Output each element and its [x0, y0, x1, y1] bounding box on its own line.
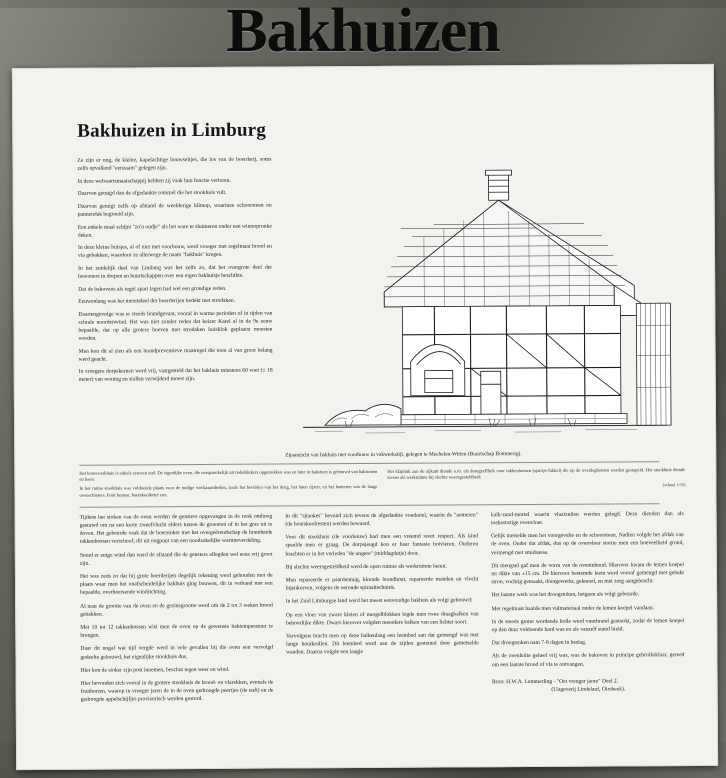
- paragraph: In de steeds groter wordende holle werd vuurbrand gestookt, zodat de lemen koepel op den duur voldoende hard was en als vanzelf stand hield.: [491, 617, 685, 634]
- source-line-2: (Uitgeverij Lindelauf, Oirsbeek).: [551, 686, 626, 693]
- paragraph: Daarvan getuigd dan de afgedankte rommel die het stookhuis vult.: [77, 190, 227, 198]
- paragraph: In het Zuid Limburgse land werd het meest eenvoudige bakhuis als volgt gebouwd:: [285, 597, 473, 605]
- paragraph: Het laatste werk was het droogstoken, hetgeen als volgt gebeurde.: [491, 591, 640, 599]
- source-line-1: Bron: H.W.A. Lemmerling - "Oet vreuger jaore" Deel 2.: [491, 678, 619, 686]
- bakhuis-cross-section-icon: [283, 155, 685, 447]
- body-column-3: [491, 510, 685, 707]
- divider: [80, 503, 660, 508]
- paragraph: Dit mengsel gaf men de vorm van de oveninhoud. Hierover kwam de lemen koepel ter dikte van ±15 cm. De hiervoor bestemde leem werd vooraf gemengd met gehakt stroo, vochtig gemaakt, doorgewerkt, gekneed, en met zorg aangebracht.: [491, 561, 684, 586]
- paragraph: Vervolgens bracht men op deze balkenlaag een leembed aan dat gemengd was met lange houtkrullen. Dit leembed werd aan de zijden gesteund door gemetselde wanden. Daarna volgde een laagje: [285, 632, 479, 656]
- paragraph: Daar dit nogal wat tijd vergde werd in vele gevallen bij die oven een vervolgd gedeelte gebouwd, het eigenlijke stookhuis dus.: [80, 645, 274, 661]
- paragraph: Het bouwwerkhuis is enkele eeuwen oud. De eigenlijke oven, die oorspronkelijk uit rodeklinkers opgetrokken was en later in baksteen is gebouwd van bakstenen en leem.: [79, 468, 378, 482]
- paragraph: Hier bevonden zich vooral in de grotere stookhuis de brood- en vlarekken, evenals de fruithorren, waarop in vroeger jaren de in de oven gedroogde peertjes (de euft) en de gedroogde appelschijfjes provisorisch werden gestord.: [80, 679, 274, 704]
- paragraph: In het ruime stookhuis was voldoende plaats voor de nodige werkzaamheden, zoals het bereiden van het deeg, het laten rijzen, en het hanteren van de lange ovenschieters. Fruit komen, houtskoolketel enz.: [79, 484, 378, 498]
- paragraph: In het zuidelijk deel van Limburg was het zelfs zo, dat het overgrote deel der bewoners in dorpen en buurtschappen over een eigen bakhuisje beschikte.: [78, 264, 273, 280]
- paragraph: Men repareerde er paardentuig, klootde brandhout, repareerde manden en vlocht bijenkorven, volgens de oeroude spiraaltechniek.: [285, 576, 479, 592]
- paragraph: Al naar de grootte van de oven en de gezinsgrootte werd om de 2 tot 3 weken brood gebakken.: [80, 602, 273, 618]
- paragraph: Daarvan getuigt zelfs op afstand de weelderige klimop, waarmee schoorsteen en pannendak begroeid zijn.: [77, 202, 272, 218]
- paragraph: Ze zijn er nog, de kleine, kapelachtige bouwseltjes, die los van de boerderij, soms zelfs opvallend "eenzaam" gelegen zijn.: [77, 156, 272, 172]
- top-section: [77, 153, 685, 460]
- paragraph: In dit "sjtaokes" bevond zich tevens de afgedankte voerketel, waarin de "aomeren" (de houtskoolresten) werden bewaard.: [285, 512, 478, 528]
- paragraph: Eeuwenlang was het merendeel der boerderijen bedekt met strodaken.: [78, 298, 236, 305]
- paragraph: Een enkele maal schijnt "zo'n oudje" als het ware te sluimeren onder een winterpronke deken.: [77, 223, 272, 239]
- paragraph: Dat droogstoken nam 7-8 dagen in beslag.: [491, 639, 587, 647]
- board-content: [47, 89, 691, 759]
- divider: [79, 461, 659, 466]
- paragraph: Het was zeds zo dat bij grote boerderijen degelijk rekening werd gehouden met de plaats waar men het onafscheidelijke bakhuis ging bouwen, dit in verband met een bepaalde, overheersende windrichting.: [79, 572, 273, 597]
- body-column-1: [80, 512, 274, 709]
- paragraph: Dat de bakovens als regel apart lagen had wel een grondige reden.: [78, 285, 227, 293]
- fine-print-section: [79, 467, 685, 502]
- drawing-area: [283, 153, 685, 458]
- paragraph: Als de ovenholte geheel vrij was, was de bakoven in principe gebruiksklaar, gereed om een laatste brood of vla te ontvangen.: [491, 652, 685, 668]
- paragraph: Tijdens het stoken van de oven werden de gensters opgevangen in de rook omhoog gestuwd om na een korte zweefvlucht elders tussen de groenten of in het gras uit te doven. Het gebeurde vaak dat de boerstoker met het overgeërendschap de brandende takkenbossen verschoof; dit uit oogpunt van een noodzakelijke warmteverdeling.: [79, 513, 273, 546]
- paragraph: kalk-zand-mortel waarin vlaaizuilen werden gelegd. Deze dienden dan als toekomstige ovenvloer.: [490, 510, 684, 527]
- page-title: Bakhuizen in Limburg: [77, 119, 267, 142]
- paragraph: Met 10 tot 12 takkenbossen wist men de oven op de gewenste baktemperatuur te brengen.: [80, 623, 273, 639]
- body-text-section: [80, 510, 685, 710]
- paragraph: Daartengevolge was er steeds brandgevaar, vooral in warme perioden of in tijden van schrale noordenwind. Het was niet zonder reden dat keizer Karel al in de 9e eeuw bepaalde, dat op alle grotere hoeven met strodaken huisklok geplaatst moesten worden.: [78, 310, 273, 342]
- paragraph: Men kon dit al zien als een brandpreventieve maatregel die toen al van groot belang werd geacht.: [78, 347, 273, 363]
- paragraph: Stond er enige wind dan werd de afstand die de gensters aflegden wel eens vrij groot zijn.: [79, 551, 273, 567]
- paragraph: Met regelmaat haalde men vulmateriaal onder de lemen koepel vandaan.: [491, 604, 655, 612]
- banner-title: [0, 0, 726, 74]
- paragraph: Bij slechte weersgesteldheid werd de open ruimte als werkruimte benut.: [285, 563, 447, 571]
- source-citation: [492, 677, 685, 694]
- paragraph: Op een vloer van zware kleien of mergelblokken legde men twee draagbalken van behoorlijke dikte. Dwars hierover volgden meerdere balken van een lichter soort.: [285, 610, 479, 627]
- drawing-caption: Zijaanzicht van bakhuis met voorbouw in vakwerkstijl, gelegen te Mechelen-Witten (Buurtschap Bommerig).: [285, 451, 522, 459]
- paragraph: In vroegere dorpskernen werd vrij, vastgesteld dat het bakhuis minstens 60 voet (± 18 meter) van woning en stallen verwijderd moest zijn.: [78, 367, 273, 384]
- fine-print-column: [79, 469, 377, 502]
- banner-title-text: Bakhuizen: [226, 0, 500, 65]
- paragraph: In deze kleine huisjes, al of niet met voorbouw, werd vroeger met regelmaat brood en vla gebakken, waardoor ze allerwege de naam "bakhuis" kregen.: [77, 243, 272, 260]
- paragraph: In deze welvaartsmaatschappij hebben zij vaak hun functie verloren.: [77, 177, 231, 185]
- information-board: [12, 64, 718, 770]
- paragraph: Het klapluik aan de zijkant diende o.m. als doorgeeflluik voor takkenbossen (sjansje-fakkel) die op de ovenleghouten werden gestapeld. Het stookhuis diende tevens als werkruimte bij slechte weersgesteldheid.: [387, 467, 686, 481]
- paragraph: Gelijk metselde men het voorgevelte en de schoorsteen. Nadien volgde het afdak van de oven. Onder dat afdak, dus op de ovenvloer stortte men een hoeveelheid grond, vermengd met smidsasse.: [491, 532, 684, 556]
- body-column-2: [285, 511, 479, 708]
- paragraph: Voor dit stookhuis (de voorbouw) had men een vreemd soort respect. Als kind speelde men er graag. De dorpsjeugd kon er haar fantasie botvieren. Ouderen brachten er in het verleden "de ungere" (middagdutje) door.: [285, 533, 479, 558]
- scale-note: (schaal 1:50): [662, 482, 686, 488]
- intro-text-column: [77, 156, 273, 460]
- paragraph: Hier kon de stoker zijn post innemen, beschut tegen weer en wind.: [80, 666, 230, 674]
- fine-print-column: [387, 467, 685, 500]
